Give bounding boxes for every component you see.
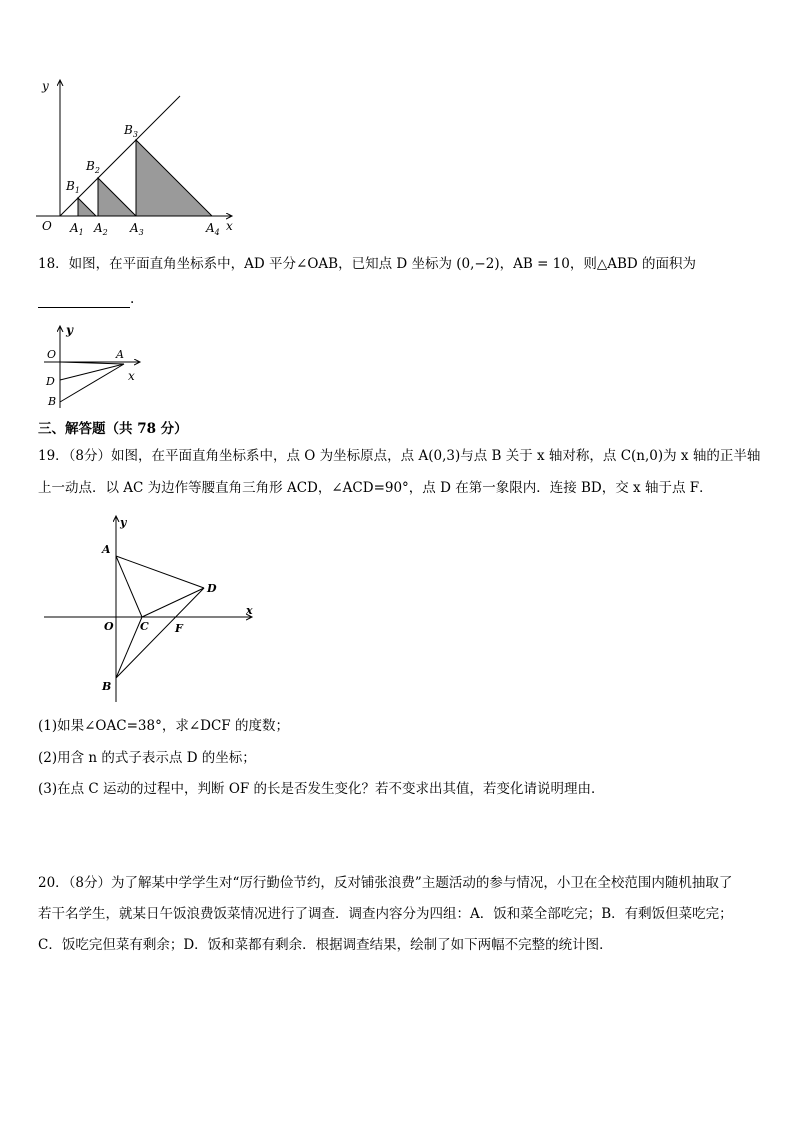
fig19-segment-cd — [142, 588, 204, 617]
fig18-b-label: B — [48, 395, 57, 408]
section-3-heading: 三、解答题（共 78 分） — [38, 421, 188, 437]
fig19-segment-bd — [116, 588, 204, 678]
triangle-1 — [78, 198, 96, 216]
answer-blank[interactable] — [38, 293, 130, 308]
triangle-2 — [98, 178, 136, 216]
fig19-f-label: F — [175, 622, 183, 635]
fig17-a3-label: $A_3$ — [130, 221, 144, 237]
question-20-line-3: C．饭吃完但菜有剩余；D．饭和菜都有剩余．根据调查结果，绘制了如下两幅不完整的统计图． — [38, 937, 613, 953]
question-20-line-1: 20．（8分）为了解某中学学生对“厉行勤俭节约，反对铺张浪费”主题活动的参与情况，小卫在全校范围内随机抽取了 — [38, 875, 733, 891]
fig19-b-label: B — [102, 680, 112, 693]
fig17-y-label: y — [42, 79, 49, 93]
fig18-segment-ad — [60, 364, 124, 380]
fig18-d-label: D — [46, 375, 55, 388]
fig19-c-label: C — [140, 620, 149, 633]
fig19-a-label: A — [102, 543, 111, 556]
answer-period: . — [130, 291, 135, 307]
fig17-b2-label: $B_2$ — [86, 159, 100, 175]
fig18-o-label: O — [47, 348, 57, 361]
fig17-a4-label: $A_4$ — [206, 221, 220, 237]
figure-19-graph — [40, 512, 265, 704]
fig19-segment-bc — [116, 617, 142, 678]
fig19-x-label: x — [246, 604, 253, 617]
fig17-x-label: x — [226, 219, 233, 233]
fig19-segment-ad — [116, 556, 204, 588]
fig18-y-label: y — [66, 323, 73, 337]
fig17-origin-label: O — [42, 219, 52, 233]
fig19-segment-ac — [116, 556, 142, 617]
question-18-answer-line — [38, 290, 134, 308]
fig18-segment-ab — [60, 364, 124, 402]
figure-18-graph — [40, 322, 150, 412]
question-19-sub-3: (3)在点 C 运动的过程中，判断 OF 的长是否发生变化？若不变求出其值，若变化请说明理由． — [38, 781, 605, 797]
question-19-line-1: 19．（8分）如图，在平面直角坐标系中，点 O 为坐标原点，点 A(0,3)与点 B 关于 x 轴对称，点 C(n,0)为 x 轴的正半轴 — [38, 448, 761, 464]
fig17-b3-label: $B_3$ — [124, 123, 138, 139]
question-18-text: 18．如图，在平面直角坐标系中，AD 平分∠OAB，已知点 D 坐标为 (0,−2)，AB = 10，则△ABD 的面积为 — [38, 256, 697, 272]
question-20-line-2: 若干名学生，就某日午饭浪费饭菜情况进行了调查．调查内容分为四组：A．饭和菜全部吃完；B．有剩饭但菜吃完； — [38, 906, 733, 922]
fig19-o-label: O — [104, 620, 114, 633]
question-19-sub-2: (2)用含 n 的式子表示点 D 的坐标； — [38, 750, 256, 766]
figure-17-graph — [30, 74, 245, 239]
triangle-3 — [136, 140, 212, 216]
question-19-sub-1: (1)如果∠OAC=38°，求∠DCF 的度数； — [38, 718, 289, 734]
fig18-a-label: A — [116, 348, 124, 361]
fig17-a2-label: $A_2$ — [94, 221, 108, 237]
fig19-y-label: y — [120, 516, 127, 529]
fig17-b1-label: $B_1$ — [66, 179, 80, 195]
fig18-x-label: x — [128, 369, 135, 383]
question-19-line-2: 上一动点．以 AC 为边作等腰直角三角形 ACD，∠ACD=90°，点 D 在第一象限内．连接 BD，交 x 轴于点 F． — [38, 480, 713, 496]
fig17-a1-label: $A_1$ — [70, 221, 84, 237]
fig19-d-label: D — [207, 582, 217, 595]
